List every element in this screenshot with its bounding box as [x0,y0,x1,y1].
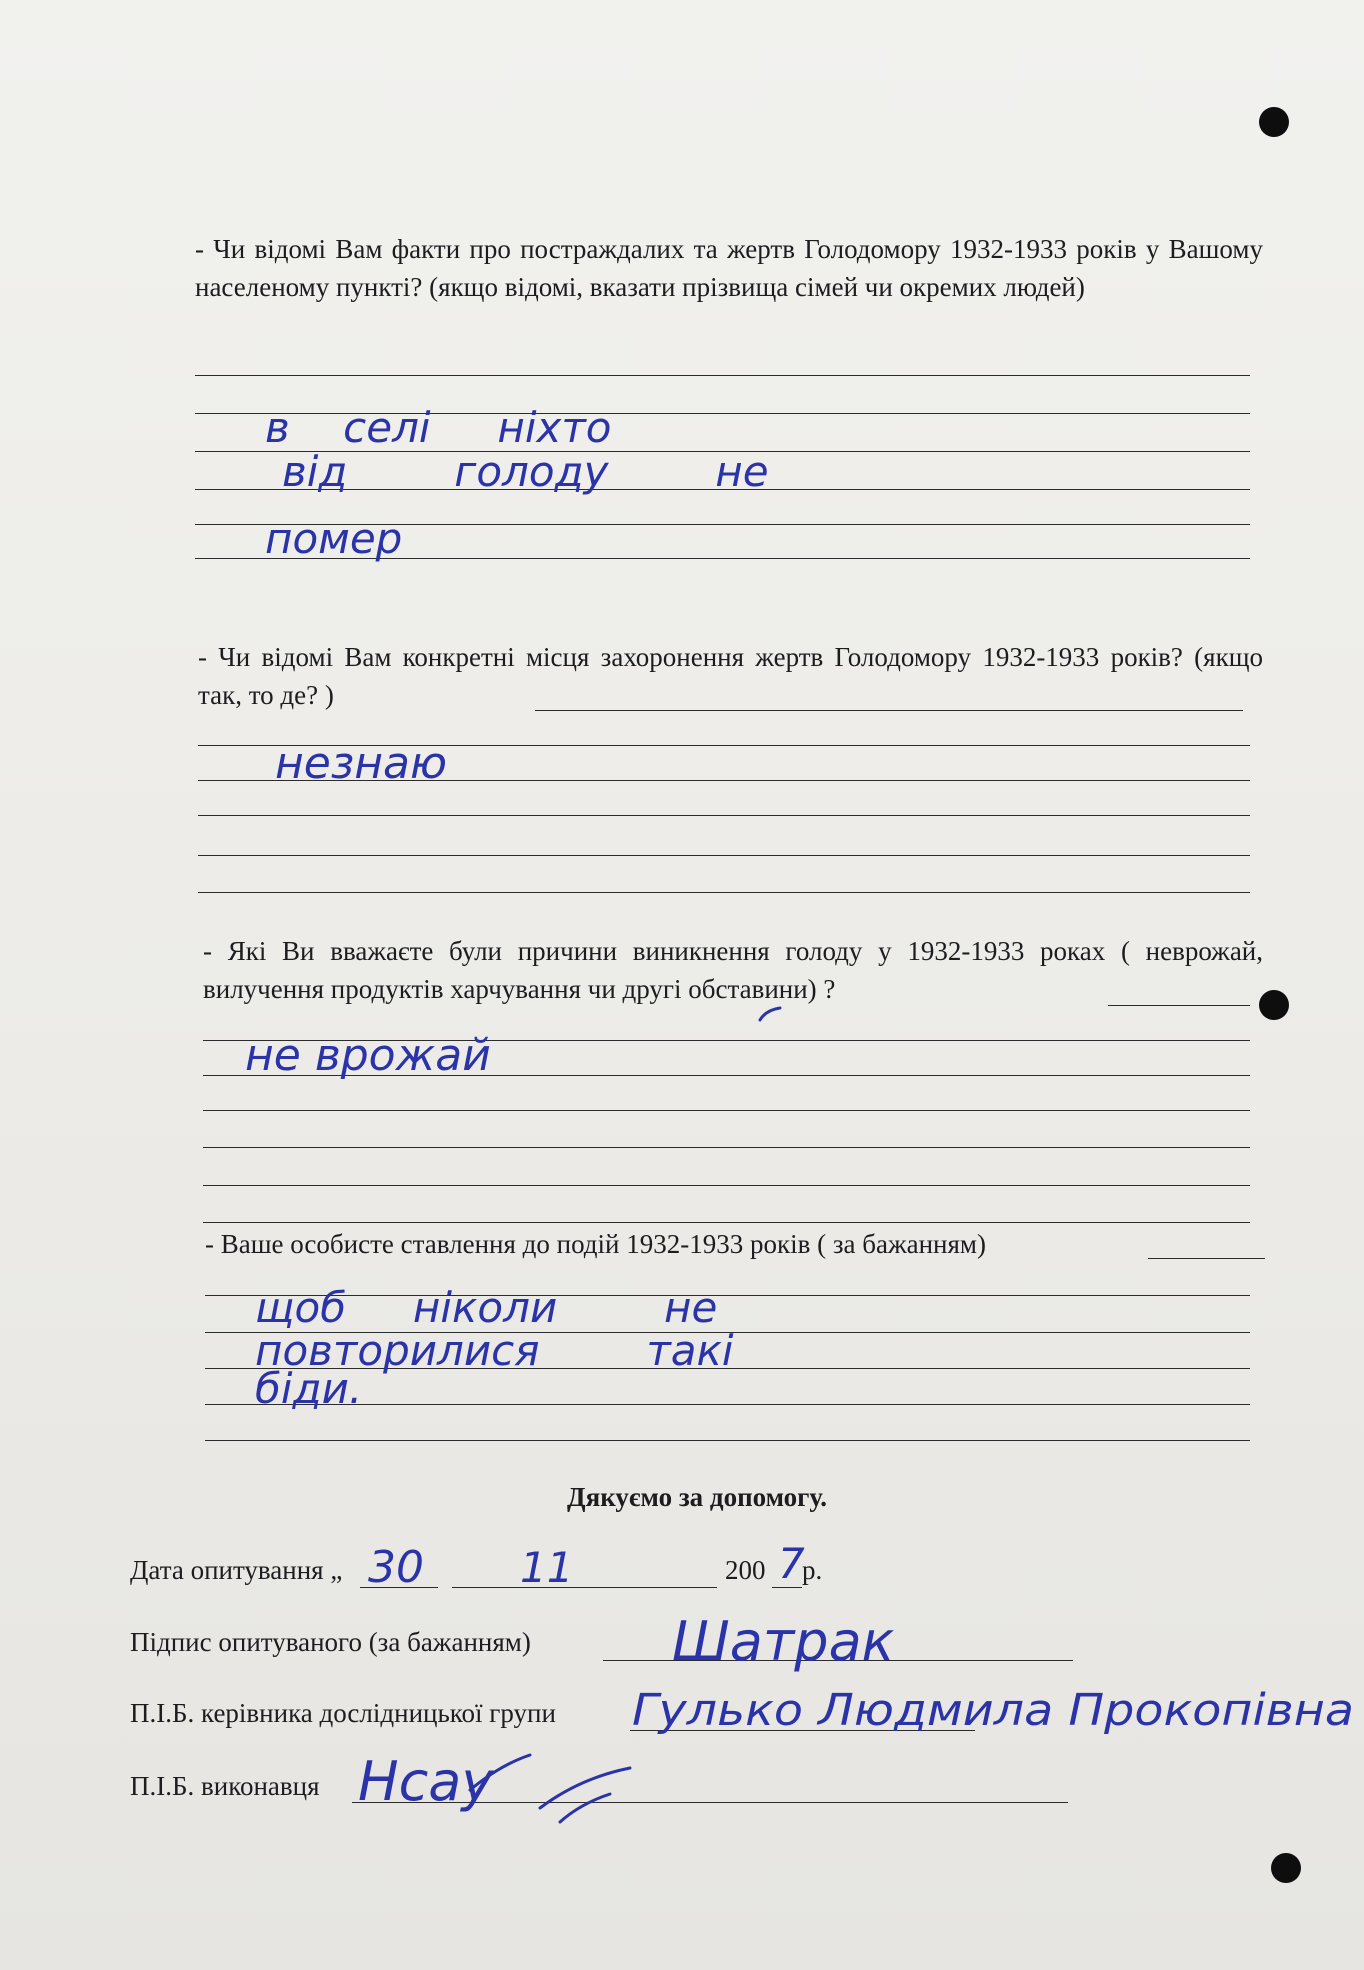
answer-line [1108,1005,1250,1006]
answer-line [195,489,1250,490]
answer-line [198,855,1250,856]
answer-line [198,892,1250,893]
date-label: Дата опитування „ [130,1555,343,1585]
answer-line [195,413,1250,414]
thanks-text: Дякуємо за допомогу. [567,1482,827,1512]
punch-hole [1259,107,1289,137]
year-digit-value: 7 [778,1539,805,1588]
answer-line [198,780,1250,781]
answer-1-line-2: від голоду не [282,447,769,496]
answer-line [203,1040,1250,1041]
date-day-value: 30 [368,1542,424,1593]
question-1: - Чи відомі Вам факти про постраждалих та жертв Голодомору 1932-1933 років у Вашому населеному пункті? (якщо відомі, вказати прізвища сімей чи окремих людей) [195,234,1263,302]
answer-line [203,1222,1250,1223]
question-2: - Чи відомі Вам конкретні місця захоронення жертв Голодомору 1932-1933 років? (якщо так, то де? ) [198,642,1263,710]
answer-line [205,1295,1250,1296]
answer-line [195,375,1250,376]
executor-value: Нсау [358,1750,494,1813]
answer-line [203,1147,1250,1148]
answer-4-line-2: повторилися такі [255,1326,734,1375]
answer-1-line-3: помер [265,514,403,563]
answer-4-line-1: щоб ніколи не [255,1283,718,1332]
handwriting-stroke [760,1008,780,1020]
signature-label: Підпис опитуваного (за бажанням) [130,1627,531,1657]
answer-line [205,1332,1250,1333]
date-day-line [360,1587,438,1588]
answer-4-line-3: біди. [255,1364,363,1413]
answer-1-line-1: в селі ніхто [265,403,612,452]
answer-line [195,558,1250,559]
punch-hole [1271,1853,1301,1883]
answer-line [203,1185,1250,1186]
answer-3: не врожай [245,1030,491,1081]
date-month-line [452,1587,717,1588]
executor-label: П.І.Б. виконавця [130,1771,320,1801]
answer-line [198,745,1250,746]
signature-line [603,1660,1073,1661]
answer-line [195,451,1250,452]
year-suffix: р. [802,1555,823,1585]
answer-line [205,1440,1250,1441]
answer-line [195,524,1250,525]
answer-line [205,1404,1250,1405]
executor-line [352,1802,1068,1803]
answer-line [198,815,1250,816]
date-month-value: 11 [520,1543,574,1592]
punch-hole [1259,990,1289,1020]
leader-line [630,1730,975,1731]
question-3: - Які Ви вважаєте були причини виникнення голоду у 1932-1933 роках ( неврожай, вилучення продуктів харчування чи другі обставини) ? [203,936,1263,1004]
answer-line [203,1110,1250,1111]
signature-value: Шатрак [672,1610,895,1673]
question-4: - Ваше особисте ставлення до подій 1932-1933 років ( за бажанням) [205,1229,986,1259]
leader-label: П.І.Б. керівника дослідницької групи [130,1698,556,1728]
year-line [772,1587,802,1588]
answer-line [203,1075,1250,1076]
leader-value: Гулько Людмила Прокопівна [632,1685,1354,1736]
answer-line [205,1368,1250,1369]
answer-2: незнаю [275,738,448,789]
answer-line [535,710,1243,711]
signature-flourish [470,1755,630,1822]
year-prefix: 200 [725,1555,766,1585]
answer-line [1148,1258,1265,1259]
